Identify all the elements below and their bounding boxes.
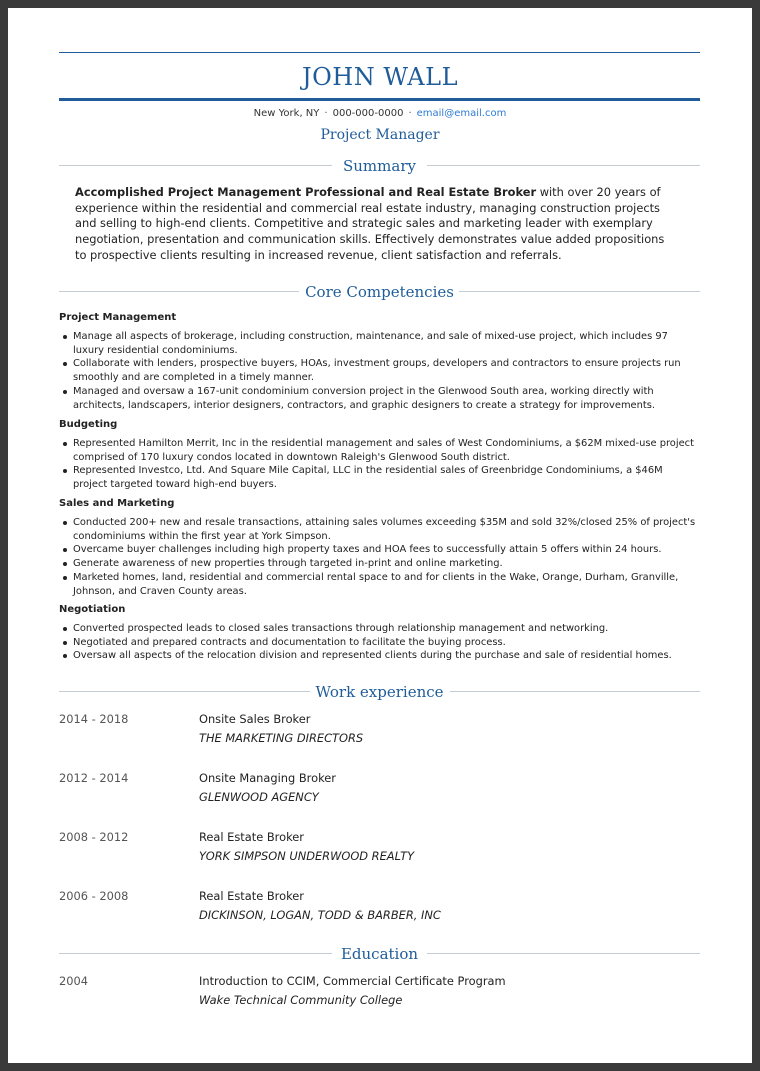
- section-title: Summary: [343, 157, 416, 175]
- summary-body: with over 20 years of experience within the residential and commercial real estate industry, managing construction projects and selling to high-end clients. Competitive and strategic sales and marketing leader with exemplary negotiation, presentation and communication skills. Effectively demonstrates value added propositions to prospective clients resulting in increased revenue, client satisfaction and referrals.: [75, 185, 665, 262]
- competency-title: Negotiation: [59, 604, 126, 615]
- list-item: Collaborate with lenders, prospective buyers, HOAs, investment groups, developers and contractors to ensure projects run smoothly and are completed in a timely manner.: [73, 357, 700, 384]
- competency-group: [59, 497, 700, 598]
- list-item: Generate awareness of new properties through targeted in-print and online marketing.: [73, 557, 700, 571]
- section-title: Work experience: [315, 683, 444, 701]
- list-item: Represented Hamilton Merrit, Inc in the residential management and sales of West Condominiums, a $62M mixed-use project comprised of 170 luxury condos located in downtown Raleigh's Glenwood South district.: [73, 437, 700, 464]
- work-org: YORK SIMPSON UNDERWOOD REALTY: [199, 849, 415, 863]
- work-org: THE MARKETING DIRECTORS: [199, 731, 364, 745]
- separator: ·: [408, 108, 412, 119]
- list-item: Conducted 200+ new and resale transactions, attaining sales volumes exceeding $35M and sold 32%/closed 25% of project's condominiums within the first year at York Simpson.: [73, 516, 700, 543]
- work-org: GLENWOOD AGENCY: [199, 790, 319, 804]
- rule: [427, 165, 700, 166]
- phone: 000-000-0000: [332, 108, 404, 119]
- work-role: Onsite Sales Broker: [199, 712, 311, 726]
- competencies-heading: [59, 282, 700, 302]
- summary-text: [75, 185, 675, 264]
- candidate-name: JOHN WALL: [301, 63, 459, 91]
- work-org: DICKINSON, LOGAN, TODD & BARBER, INC: [199, 908, 441, 922]
- list-item: Oversaw all aspects of the relocation division and represented clients during the purchase and sale of residential homes.: [73, 649, 700, 663]
- education-school: Wake Technical Community College: [199, 993, 403, 1007]
- competency-title: Budgeting: [59, 419, 118, 430]
- work-role: Real Estate Broker: [199, 889, 304, 903]
- rule: [427, 953, 700, 954]
- list-item: Manage all aspects of brokerage, including construction, maintenance, and sale of mixed-use project, which includes 97 luxury residential condominiums.: [73, 330, 700, 357]
- work-dates: 2014 - 2018: [59, 712, 129, 726]
- separator: ·: [324, 108, 328, 119]
- job-headline: Project Manager: [320, 127, 440, 143]
- top-rule: [59, 52, 700, 53]
- list-item: Managed and oversaw a 167-unit condominium conversion project in the Glenwood South area, working directly with architects, landscapers, interior designers, contractors, and graphic designers to create a strategy for improvements.: [73, 385, 700, 412]
- resume-page: [8, 8, 752, 1063]
- section-title: Education: [340, 945, 419, 963]
- summary-lead: Accomplished Project Management Professional and Real Estate Broker: [75, 185, 537, 199]
- competency-group: [59, 603, 700, 663]
- work-role: Onsite Managing Broker: [199, 771, 336, 785]
- section-title: Core Competencies: [305, 283, 454, 301]
- email-link[interactable]: email@email.com: [416, 108, 507, 119]
- work-dates: 2006 - 2008: [59, 889, 129, 903]
- list-item: Negotiated and prepared contracts and documentation to facilitate the buying process.: [73, 636, 700, 650]
- competency-group: [59, 418, 700, 492]
- work-dates: 2008 - 2012: [59, 830, 129, 844]
- list-item: Represented Investco, Ltd. And Square Mile Capital, LLC in the residential sales of Greenbridge Condominiums, a $46M project targeted toward high-end buyers.: [73, 464, 700, 491]
- list-item: Converted prospected leads to closed sales transactions through relationship management and networking.: [73, 622, 700, 636]
- rule: [450, 691, 700, 692]
- work-dates: 2012 - 2014: [59, 771, 129, 785]
- education-dates: 2004: [59, 974, 88, 988]
- competency-title: Sales and Marketing: [59, 498, 175, 509]
- list-item: Marketed homes, land, residential and commercial rental space to and for clients in the Wake, Orange, Durham, Granville, Johnson, and Craven County areas.: [73, 571, 700, 598]
- work-heading: [59, 682, 700, 702]
- work-role: Real Estate Broker: [199, 830, 304, 844]
- summary-heading: [59, 156, 700, 176]
- location: New York, NY: [253, 108, 320, 119]
- competency-title: Project Management: [59, 312, 177, 323]
- rule: [459, 291, 700, 292]
- education-program: Introduction to CCIM, Commercial Certificate Program: [199, 974, 506, 988]
- list-item: Overcame buyer challenges including high property taxes and HOA fees to successfully attain 5 offers within 24 hours.: [73, 543, 700, 557]
- name-underline: [59, 98, 700, 101]
- competency-group: [59, 311, 700, 412]
- contact-line: [8, 107, 752, 121]
- education-heading: [59, 944, 700, 964]
